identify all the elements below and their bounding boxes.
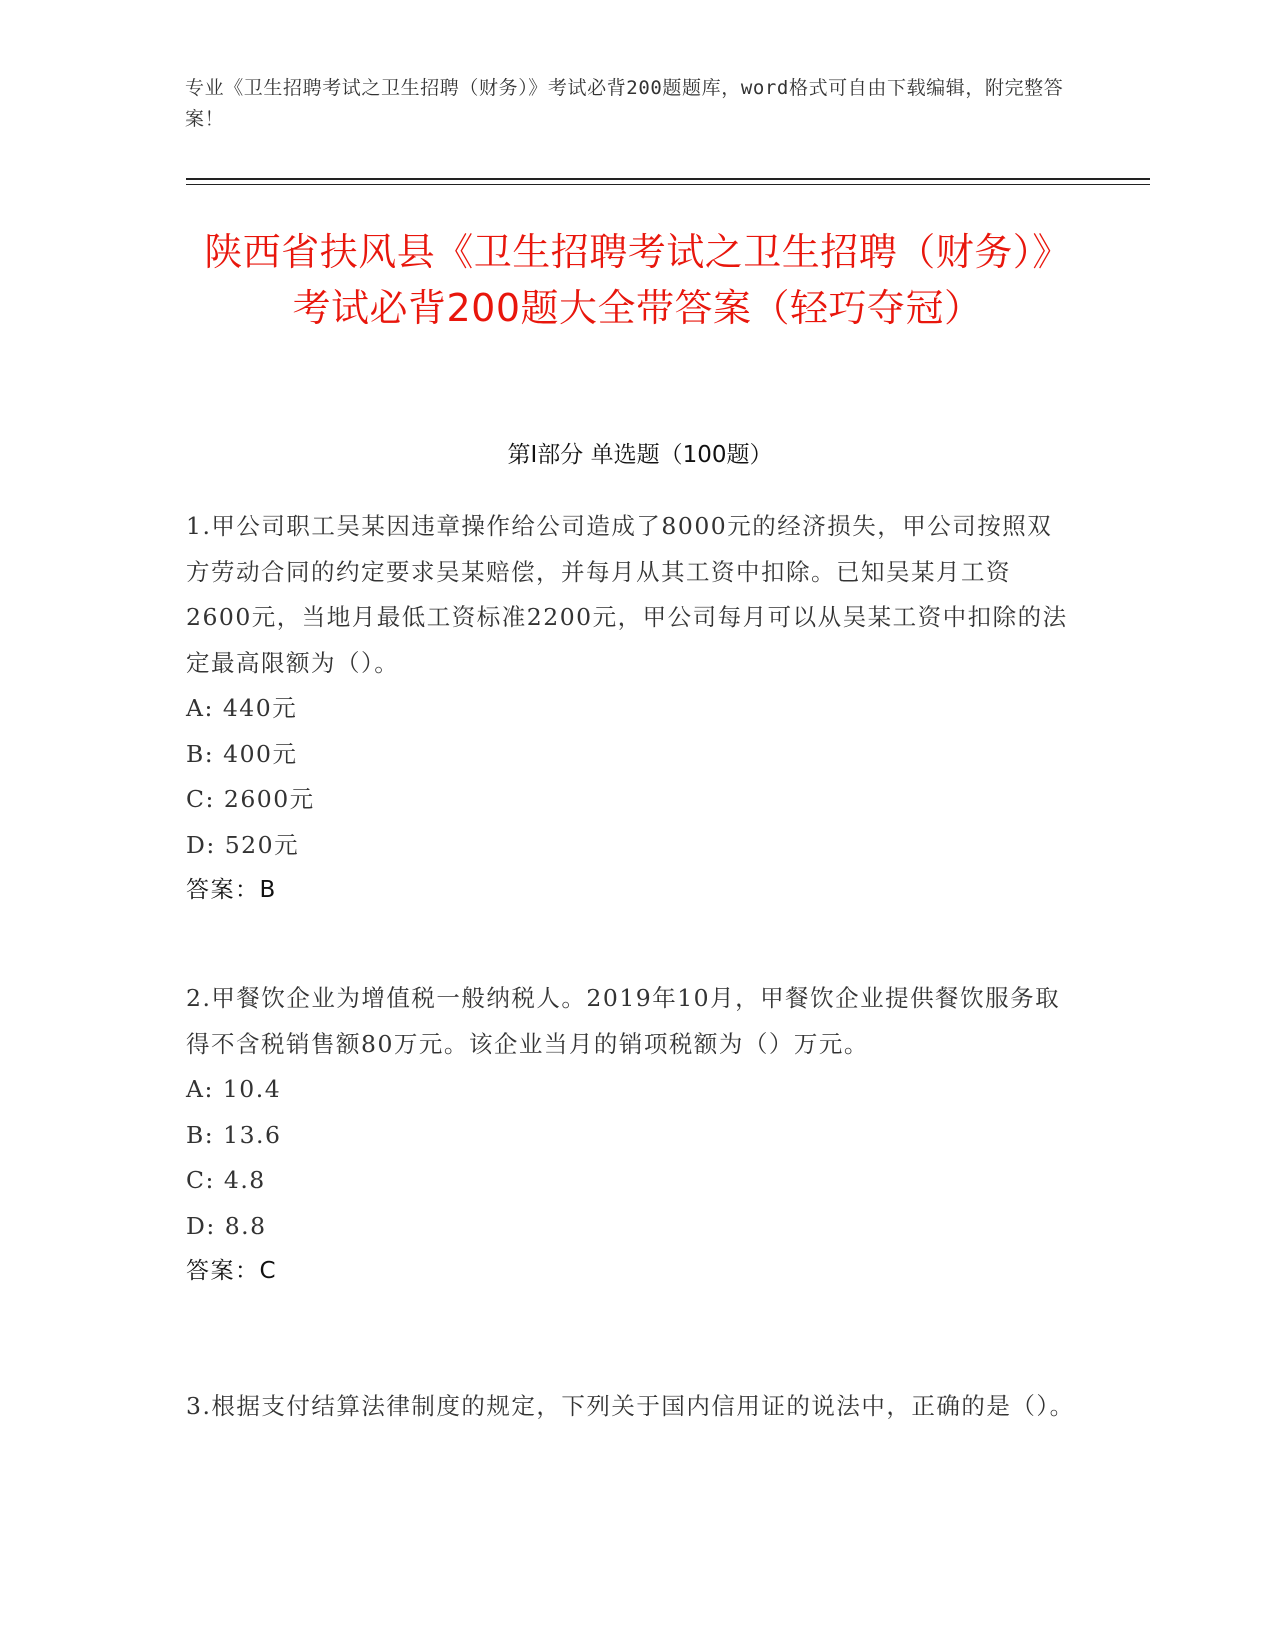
- option-d: D: 520元: [186, 830, 300, 859]
- option-c: C: 4.8: [186, 1166, 266, 1194]
- question-stem: 3.根据支付结算法律制度的规定，下列关于国内信用证的说法中，正确的是（）。: [186, 1392, 1075, 1420]
- question-stem: 2.甲餐饮企业为增值税一般纳税人。2019年10月，甲餐饮企业提供餐饮服务取得不含税销售额80万元。该企业当月的销项税额为（）万元。: [186, 984, 1061, 1058]
- header-divider-thick: [186, 178, 1150, 180]
- question-1: [186, 504, 1076, 914]
- document-title: 陕西省扶风县《卫生招聘考试之卫生招聘（财务）》考试必背200题大全带答案（轻巧夺冠）: [204, 230, 1071, 330]
- option-d: D: 8.8: [186, 1211, 267, 1240]
- answer-label: 答案：B: [186, 877, 277, 903]
- option-c: C: 2600元: [186, 785, 315, 813]
- question-2: [186, 976, 1076, 1295]
- answer-label: 答案：C: [186, 1258, 278, 1284]
- question-stem: 1.甲公司职工吴某因违章操作给公司造成了8000元的经济损失，甲公司按照双方劳动合同的约定要求吴某赔偿，并每月从其工资中扣除。已知吴某月工资2600元，当地月最低工资标准2200元，甲公司每月可以从吴某工资中扣除的法定最高限额为（）。: [186, 512, 1068, 677]
- option-a: A: 10.4: [186, 1075, 282, 1103]
- question-3: [186, 1384, 1076, 1430]
- option-b: B: 400元: [186, 739, 298, 768]
- header-divider-thin: [186, 184, 1150, 185]
- section-heading: 第I部分 单选题（100题）: [507, 442, 773, 468]
- option-b: B: 13.6: [186, 1120, 282, 1149]
- header-note: 专业《卫生招聘考试之卫生招聘（财务）》考试必背200题题库，word格式可自由下载编辑，附完整答案！: [185, 77, 1064, 130]
- option-a: A: 440元: [186, 694, 298, 722]
